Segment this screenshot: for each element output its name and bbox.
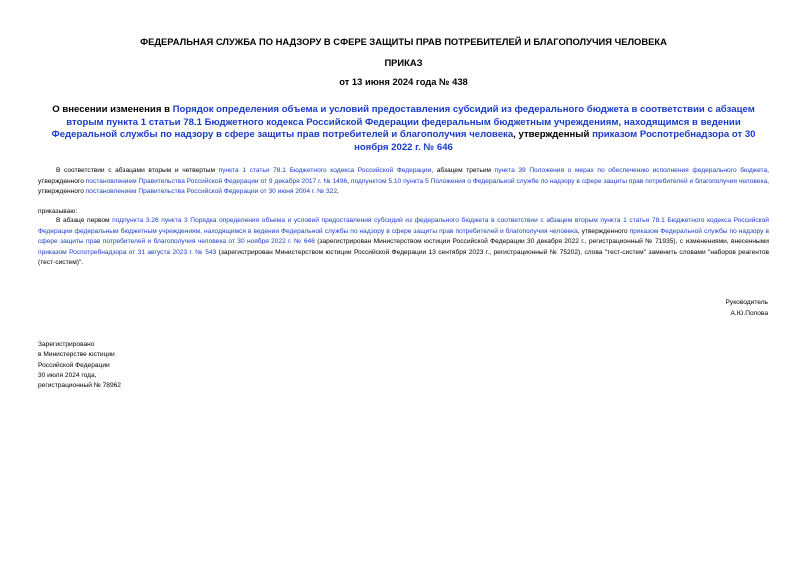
link-order-646[interactable]: приказом Федеральной службы по надзору в сфере защиты прав потребителей и благополучия человека от 30 ноября 2022 г. № 646 — [38, 227, 769, 245]
registration-line: Российской Федерации — [38, 361, 110, 369]
document-type: ПРИКАЗ — [384, 57, 423, 68]
preamble-paragraph — [38, 166, 769, 198]
paragraph-text: (зарегистрирован Министерством юстиции Российской Федерации 30 декабря 2022 г., регистрационный № 71935), с изменениями, внесенными — [314, 238, 769, 245]
link-service-regulation[interactable]: подпунктом 5.10 пункта 5 Положения о Федеральной службе по надзору в сфере защиты прав потребителей и благополучия человека — [350, 177, 768, 185]
paragraph-text: , — [337, 188, 339, 195]
title-link-procedure[interactable]: Порядок определения объема и условий предоставления субсидий из федерального бюджета в соответствии с абзацем вторым пункта 1 статьи 78.1 Бюджетного кодекса Российской Федерации федеральным бюджетным учреждениям, находящимся в ведении Федеральной службы по надзору в сфере защиты прав потребителей и благополучия человека — [51, 104, 755, 140]
title-text: О внесении изменения в — [52, 104, 173, 115]
title-text: , утвержденный — [513, 129, 593, 140]
amendment-paragraph — [38, 216, 769, 269]
registration-line: в Министерстве юстиции — [38, 351, 115, 359]
paragraph-text: В соответствии с абзацами вторым и четвертым — [56, 167, 219, 174]
link-budget-regulation[interactable]: пункта 39 Положения о мерах по обеспечению исполнения федерального бюджета — [494, 167, 768, 174]
registration-block — [38, 340, 121, 391]
link-government-resolution-322[interactable]: постановлением Правительства Российской Федерации от 30 июня 2004 г. № 322 — [85, 188, 337, 195]
paragraph-text: , — [347, 177, 351, 185]
registration-date: 30 июля 2024 года, — [38, 371, 97, 379]
order-statement: приказываю: — [38, 208, 78, 215]
paragraph-text: , утвержденного — [38, 177, 770, 195]
issuing-organization: ФЕДЕРАЛЬНАЯ СЛУЖБА ПО НАДЗОРУ В СФЕРЕ ЗАЩИТЫ ПРАВ ПОТРЕБИТЕЛЕЙ И БЛАГОПОЛУЧИЯ ЧЕЛОВЕКА — [140, 36, 667, 47]
link-government-resolution-1496[interactable]: постановлением Правительства Российской Федерации от 9 декабря 2017 г. № 1496 — [85, 177, 348, 185]
document-date-number: от 13 июня 2024 года № 438 — [339, 76, 468, 87]
paragraph-text: В абзаце первом — [56, 217, 113, 224]
title-link-order[interactable]: приказом Роспотребнадзора от 30 ноября 2022 г. № 646 — [354, 129, 756, 153]
signatory-name: А.Ю.Попова — [730, 309, 768, 317]
paragraph-text: , утвержденного — [577, 227, 630, 235]
signature-block — [726, 298, 768, 319]
paragraph-text: (зарегистрирован Министерством юстиции Российской Федерации 13 сентября 2023 г., регистрационный № 75202), слова "тест-систем" заменить словами "наборов реагентов (тест-систем)". — [38, 248, 769, 266]
paragraph-text: , утвержденного — [38, 167, 769, 185]
registration-line: Зарегистрировано — [38, 341, 95, 348]
paragraph-text: , абзацем третьим — [431, 167, 495, 174]
link-order-543[interactable]: приказом Роспотребнадзора от 31 августа 2023 г. № 543 — [38, 248, 217, 256]
link-budget-code[interactable]: пункта 1 статьи 78.1 Бюджетного кодекса Российской Федерации — [218, 167, 432, 174]
link-subparagraph-3-26[interactable]: подпункта 3.26 пункта 3 Порядка определения объема и условий предоставления субсидий из федерального бюджета в соответствии с абзацем вторым пункта 1 статьи 78.1 Бюджетного кодекса Российской Федерации федеральным бюджетным учреждениям, находящимся в ведении Федеральной службы по надзору в сфере защиты прав потребителей и благополучия человека — [38, 217, 769, 235]
document-title — [38, 104, 769, 154]
signatory-position: Руководитель — [725, 299, 768, 306]
registration-number: регистрационный № 78962 — [38, 382, 121, 390]
